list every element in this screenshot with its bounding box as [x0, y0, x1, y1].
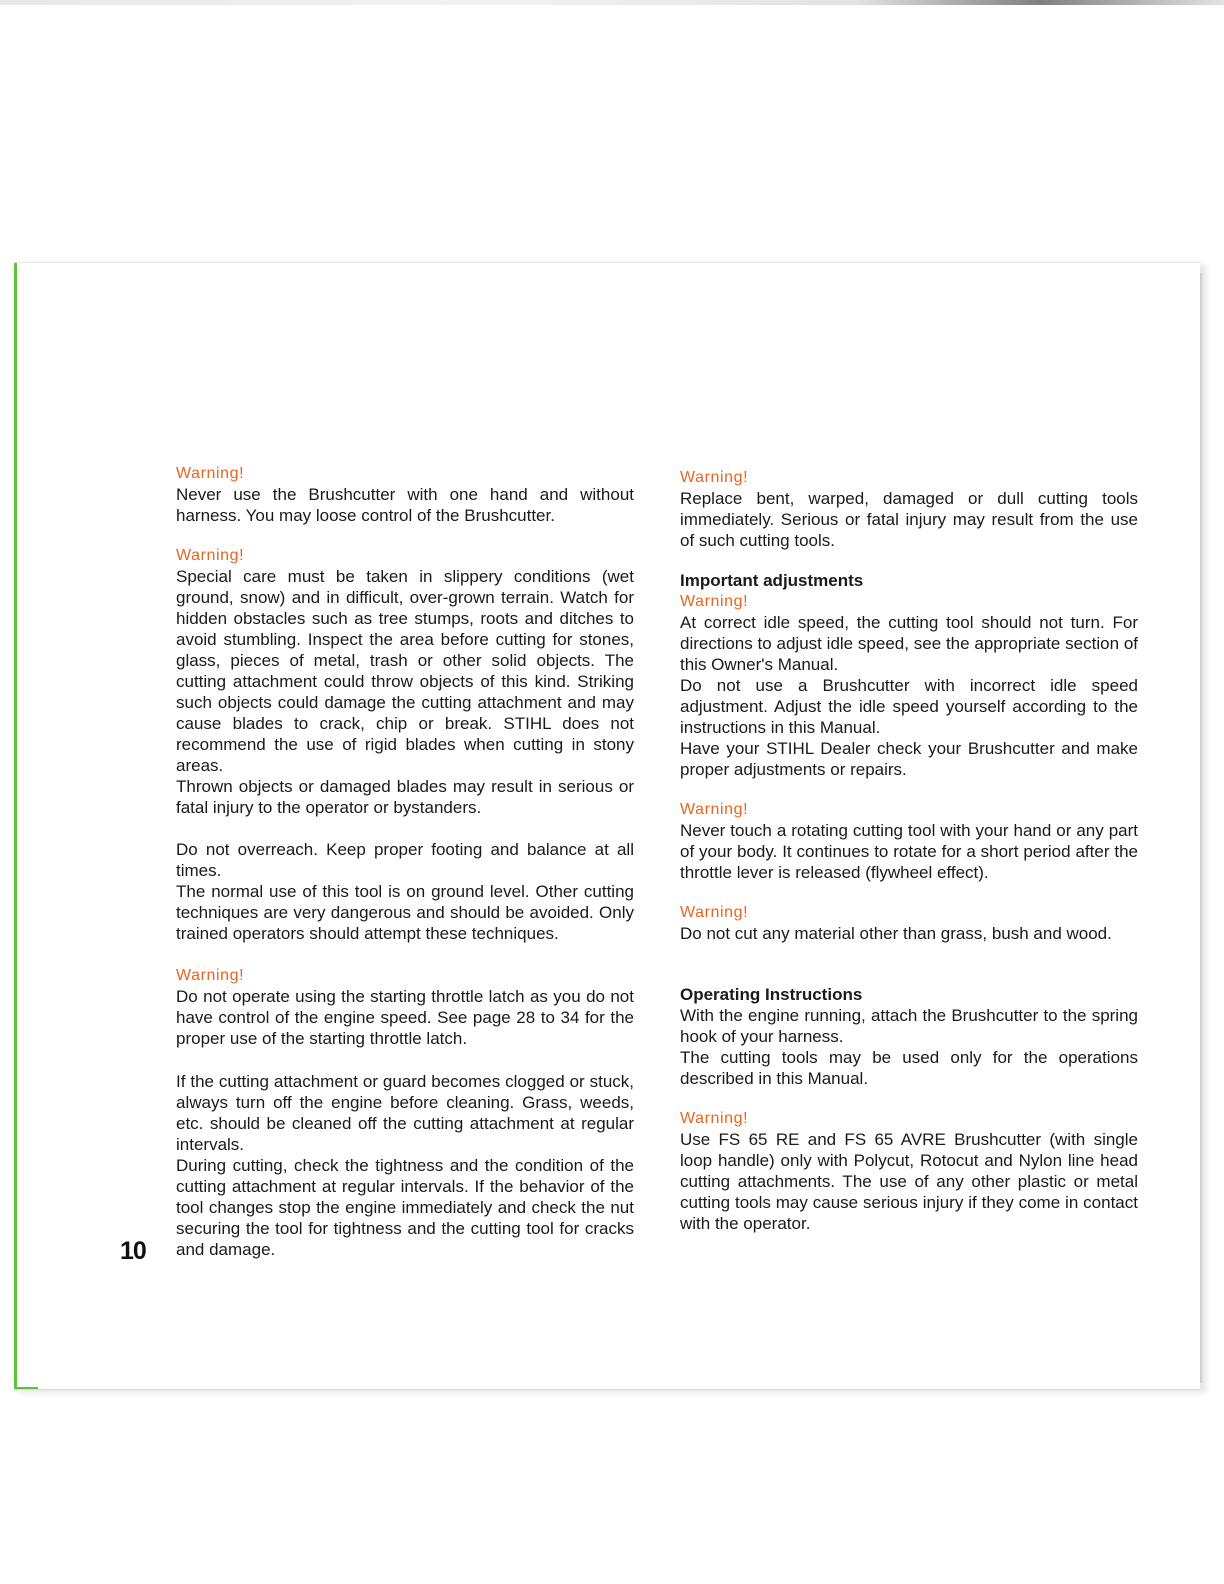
- warning-text: Never touch a rotating cutting tool with your hand or any part of your body. It continues to rotate for a short period after the throttle lever is released (flywheel effect).: [680, 821, 1138, 882]
- left-column: [176, 463, 634, 1260]
- warning-label: Warning!: [680, 1110, 749, 1127]
- warning-text: At correct idle speed, the cutting tool should not turn. For directions to adjust idle speed, see the appropriate section of this Owner's Manual.: [680, 613, 1138, 674]
- warning-label: Warning!: [680, 801, 749, 818]
- warning-text: Use FS 65 RE and FS 65 AVRE Brushcutter (with single loop handle) only with Polycut, Rotocut and Nylon line head cutting attachments. The use of any other plastic or metal cutting tools may cause serious injury if they come in contact with the operator.: [680, 1130, 1138, 1233]
- body-paragraph: If the cutting attachment or guard becomes clogged or stuck, always turn off the engine before cleaning. Grass, weeds, etc. should be cleaned off the cutting attachment at regular intervals.: [176, 1072, 634, 1154]
- warning-block-material: [680, 902, 1138, 944]
- paragraph-block-cleaning: [176, 1071, 634, 1260]
- warning-text: Do not cut any material other than grass, bush and wood.: [680, 924, 1112, 943]
- warning-label: Warning!: [680, 469, 749, 486]
- page-edge-shadow: [1200, 273, 1204, 1383]
- page-number: 10: [120, 1237, 146, 1265]
- green-corner-rule: [14, 1387, 38, 1389]
- body-paragraph: The normal use of this tool is on ground level. Other cutting techniques are very dangerous and should be avoided. Only trained operators should attempt these techniques.: [176, 882, 634, 943]
- warning-text: Have your STIHL Dealer check your Brushcutter and make proper adjustments or repairs.: [680, 739, 1138, 779]
- green-margin-rule: [14, 263, 17, 1389]
- warning-text: Thrown objects or damaged blades may result in serious or fatal injury to the operator or bystanders.: [176, 777, 634, 817]
- warning-block-idle-speed: [680, 591, 1138, 780]
- warning-text: Never use the Brushcutter with one hand and without harness. You may loose control of the Brushcutter.: [176, 485, 634, 525]
- warning-text: Do not use a Brushcutter with incorrect idle speed adjustment. Adjust the idle speed yourself according to the instructions in this Manual.: [680, 676, 1138, 737]
- warning-label: Warning!: [680, 593, 749, 610]
- warning-block-fs65: [680, 1108, 1138, 1234]
- warning-label: Warning!: [176, 967, 245, 984]
- scan-top-edge: [0, 0, 1224, 5]
- warning-block-rotating-tool: [680, 799, 1138, 883]
- warning-label: Warning!: [176, 547, 245, 564]
- body-paragraph: During cutting, check the tightness and the condition of the cutting attachment at regular intervals. If the behavior of the tool changes stop the engine immediately and check the nut securing the tool for tightness and the cutting tool for cracks and damage.: [176, 1156, 634, 1259]
- warning-block-throttle-latch: [176, 965, 634, 1049]
- warning-text: Special care must be taken in slippery conditions (wet ground, snow) and in difficult, over-grown terrain. Watch for hidden obstacles such as tree stumps, roots and ditches to avoid stumbling. Inspect the area before cutting for stones, glass, pieces of metal, trash or other solid objects. The cutting attachment could throw objects of this kind. Striking such objects could damage the cutting attachment and may cause blades to crack, chip or break. STIHL does not recommend the use of rigid blades when cutting in stony areas.: [176, 567, 634, 775]
- operating-instructions-section: [680, 984, 1138, 1089]
- warning-block-replace-tools: [680, 467, 1138, 551]
- warning-text: Do not operate using the starting throttle latch as you do not have control of the engine speed. See page 28 to 34 for the proper use of the starting throttle latch.: [176, 987, 634, 1048]
- body-paragraph: The cutting tools may be used only for the operations described in this Manual.: [680, 1048, 1138, 1088]
- section-heading-important-adjustments: Important adjustments: [680, 571, 864, 590]
- warning-label: Warning!: [176, 465, 245, 482]
- body-paragraph: With the engine running, attach the Brushcutter to the spring hook of your harness.: [680, 1006, 1138, 1046]
- warning-text: Replace bent, warped, damaged or dull cutting tools immediately. Serious or fatal injury may result from the use of such cutting tools.: [680, 489, 1138, 550]
- warning-block-slippery: [176, 545, 634, 818]
- warning-label: Warning!: [680, 904, 749, 921]
- body-paragraph: Do not overreach. Keep proper footing and balance at all times.: [176, 840, 634, 880]
- paragraph-block-footing: [176, 839, 634, 944]
- right-column: [680, 467, 1138, 1234]
- section-heading-operating-instructions: Operating Instructions: [680, 985, 863, 1004]
- manual-page: [14, 262, 1200, 1390]
- warning-block-one-hand: [176, 463, 634, 526]
